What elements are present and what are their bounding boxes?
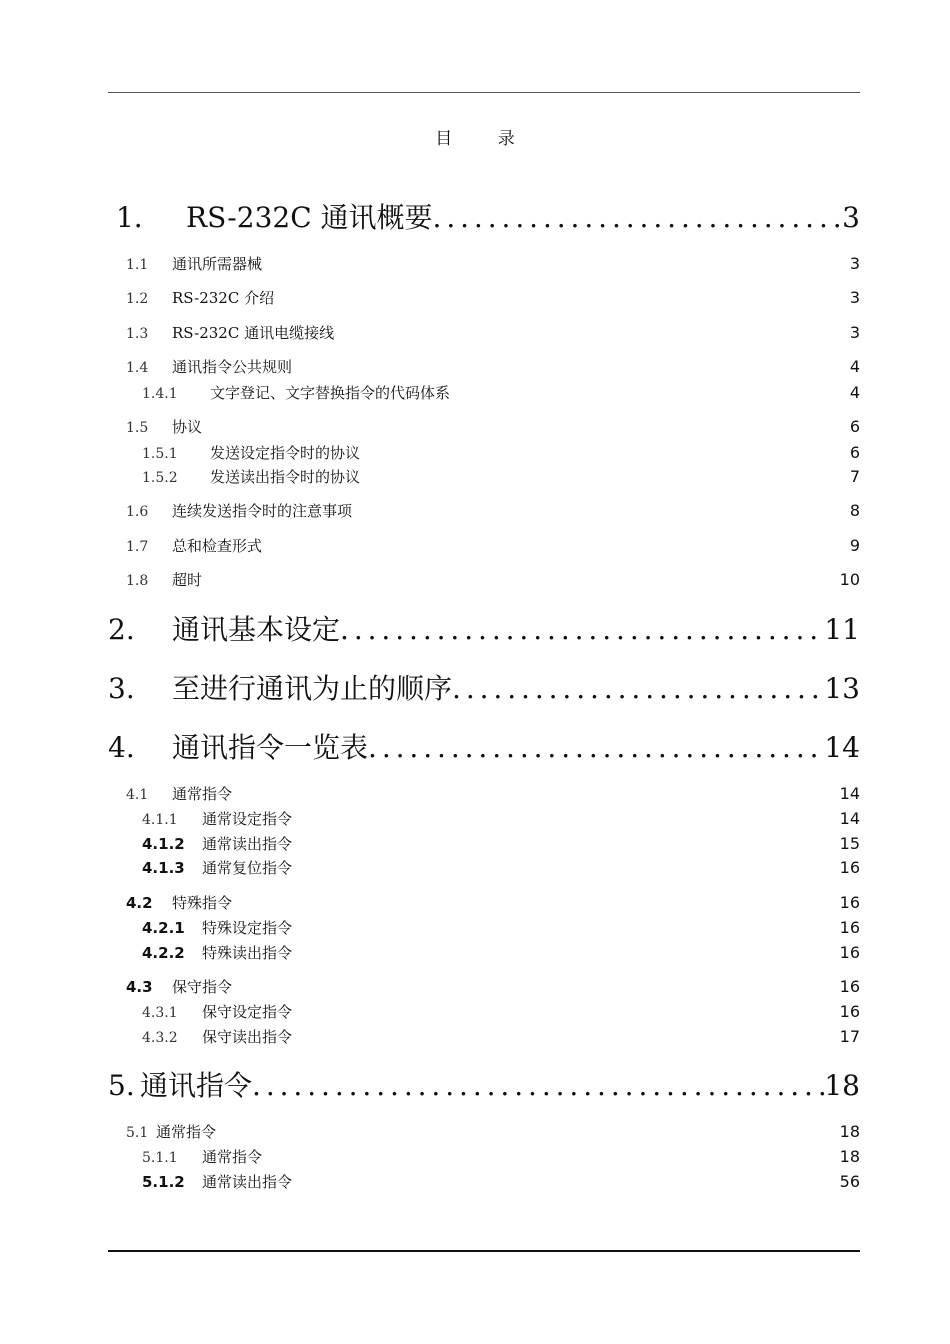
chapter-title: 通讯指令一览表 [172,731,369,764]
section-title: 特殊指令 [172,894,233,912]
toc-subsection-5-1-2[interactable] [108,1171,860,1193]
subsection-number: 5.1.2 [142,1173,185,1191]
page-number: 16 [839,1002,860,1021]
page-number: 8 [849,501,860,520]
page-number: 6 [849,443,860,462]
page-number: 56 [839,1172,860,1191]
subsection-title: 文字登记、文字替换指令的代码体系 [210,384,451,402]
section-number: 1.2 [126,291,149,307]
toc-title: 目 录 [435,129,535,149]
section-title: RS-232C 通讯电缆接线 [172,324,335,342]
dot-leader [368,728,824,768]
chapter-number: 1． [116,201,162,234]
toc-subsection-4-3-1[interactable] [108,1001,860,1023]
toc-section-1-8[interactable] [126,569,860,591]
dot-leader [433,198,843,238]
dot-leader [252,1066,824,1106]
page-number: 18 [839,1122,860,1141]
page-number: 3 [849,254,860,273]
subsection-number: 4.1.2 [142,835,185,853]
section-title: 连续发送指令时的注意事项 [172,502,353,520]
subsection-number: 1.5.2 [142,470,178,486]
page-number: 10 [839,570,860,589]
dot-leader [452,669,824,709]
section-number: 1.4 [126,360,149,376]
page-number: 4 [849,383,860,402]
toc-section-1-5[interactable] [126,416,860,438]
section-number: 4.1 [126,787,149,803]
page-number: 11 [824,613,860,646]
chapter-title: RS-232C 通讯概要 [186,201,433,234]
toc-chapter-3[interactable] [108,669,860,709]
page-number: 15 [839,834,860,853]
toc-section-4-3[interactable] [126,976,860,998]
section-number: 4.2 [126,894,153,912]
section-number: 1.1 [126,257,149,273]
toc-section-1-3[interactable] [126,322,860,344]
toc-subsection-4-2-2[interactable] [108,942,860,964]
page-number: 13 [824,672,860,705]
toc-subsection-5-1-1[interactable] [108,1146,860,1168]
page-number: 16 [839,943,860,962]
page-number: 17 [839,1027,860,1046]
toc-subsection-1-5-1[interactable] [108,442,860,464]
subsection-number: 4.1.1 [142,812,178,828]
section-number: 1.3 [126,326,149,342]
section-number: 1.7 [126,539,149,555]
subsection-title: 特殊设定指令 [202,919,293,937]
page-number: 14 [839,784,860,803]
toc-section-1-2[interactable] [126,287,860,309]
subsection-title: 保守设定指令 [202,1003,293,1021]
toc-subsection-4-1-3[interactable] [108,857,860,879]
section-number: 1.6 [126,504,149,520]
subsection-number: 4.1.3 [142,859,185,877]
page-number: 18 [824,1069,860,1102]
subsection-number: 4.3.2 [142,1030,178,1046]
toc-section-4-2[interactable] [126,892,860,914]
section-title: RS-232C 介绍 [172,289,275,307]
subsection-number: 4.3.1 [142,1005,178,1021]
footer-rule [108,1250,860,1252]
section-title: 通讯所需器械 [172,255,263,273]
page-number: 14 [839,809,860,828]
toc-subsection-4-2-1[interactable] [108,917,860,939]
chapter-number: 5. [108,1069,135,1102]
page-number: 16 [839,858,860,877]
chapter-number: 4. [108,731,135,764]
toc-subsection-4-1-1[interactable] [108,808,860,830]
subsection-title: 特殊读出指令 [202,944,293,962]
chapter-title: 通讯指令 [140,1069,253,1102]
header-rule [108,92,860,93]
subsection-number: 4.2.2 [142,944,185,962]
subsection-number: 5.1.1 [142,1150,178,1166]
page-number: 16 [839,893,860,912]
section-number: 1.5 [126,420,149,436]
subsection-title: 通常设定指令 [202,810,293,828]
toc-chapter-4[interactable] [108,728,860,768]
chapter-number: 3. [108,672,135,705]
subsection-title: 通常读出指令 [202,835,293,853]
toc-section-5-1[interactable] [126,1121,860,1143]
toc-subsection-1-4-1[interactable] [108,382,860,404]
subsection-number: 1.5.1 [142,446,178,462]
section-title: 通讯指令公共规则 [172,358,293,376]
toc-section-1-6[interactable] [126,500,860,522]
toc-section-1-4[interactable] [126,356,860,378]
section-number: 5.1 [126,1125,149,1141]
chapter-title: 通讯基本设定 [172,613,341,646]
chapter-title: 至进行通讯为止的顺序 [172,672,453,705]
subsection-title: 发送设定指令时的协议 [210,444,361,462]
toc-chapter-1[interactable] [116,198,860,238]
subsection-title: 保守读出指令 [202,1028,293,1046]
toc-chapter-2[interactable] [108,610,860,650]
subsection-title: 通常指令 [202,1148,263,1166]
page-number: 3 [849,323,860,342]
toc-section-1-7[interactable] [126,535,860,557]
section-title: 通常指令 [156,1123,217,1141]
page-number: 7 [849,467,860,486]
page-number: 18 [839,1147,860,1166]
subsection-number: 4.2.1 [142,919,185,937]
page-number: 16 [839,918,860,937]
toc-section-4-1[interactable] [126,783,860,805]
toc-subsection-4-1-2[interactable] [108,833,860,855]
toc-section-1-1[interactable] [126,253,860,275]
section-title: 通常指令 [172,785,233,803]
section-number: 4.3 [126,978,153,996]
subsection-title: 通常读出指令 [202,1173,293,1191]
page-number: 14 [824,731,860,764]
subsection-number: 1.4.1 [142,386,178,402]
subsection-title: 发送读出指令时的协议 [210,468,361,486]
section-number: 1.8 [126,573,149,589]
chapter-number: 2. [108,613,135,646]
toc-subsection-1-5-2[interactable] [108,466,860,488]
section-title: 协议 [172,418,203,436]
page-number: 6 [849,417,860,436]
page-number: 3 [849,288,860,307]
dot-leader [340,610,824,650]
page-number: 9 [849,536,860,555]
section-title: 总和检查形式 [172,537,263,555]
toc-chapter-5[interactable] [108,1066,860,1106]
section-title: 超时 [172,571,203,589]
page-number: 4 [849,357,860,376]
page-number: 16 [839,977,860,996]
toc-subsection-4-3-2[interactable] [108,1026,860,1048]
page-number: 3 [842,201,860,234]
section-title: 保守指令 [172,978,233,996]
subsection-title: 通常复位指令 [202,859,293,877]
